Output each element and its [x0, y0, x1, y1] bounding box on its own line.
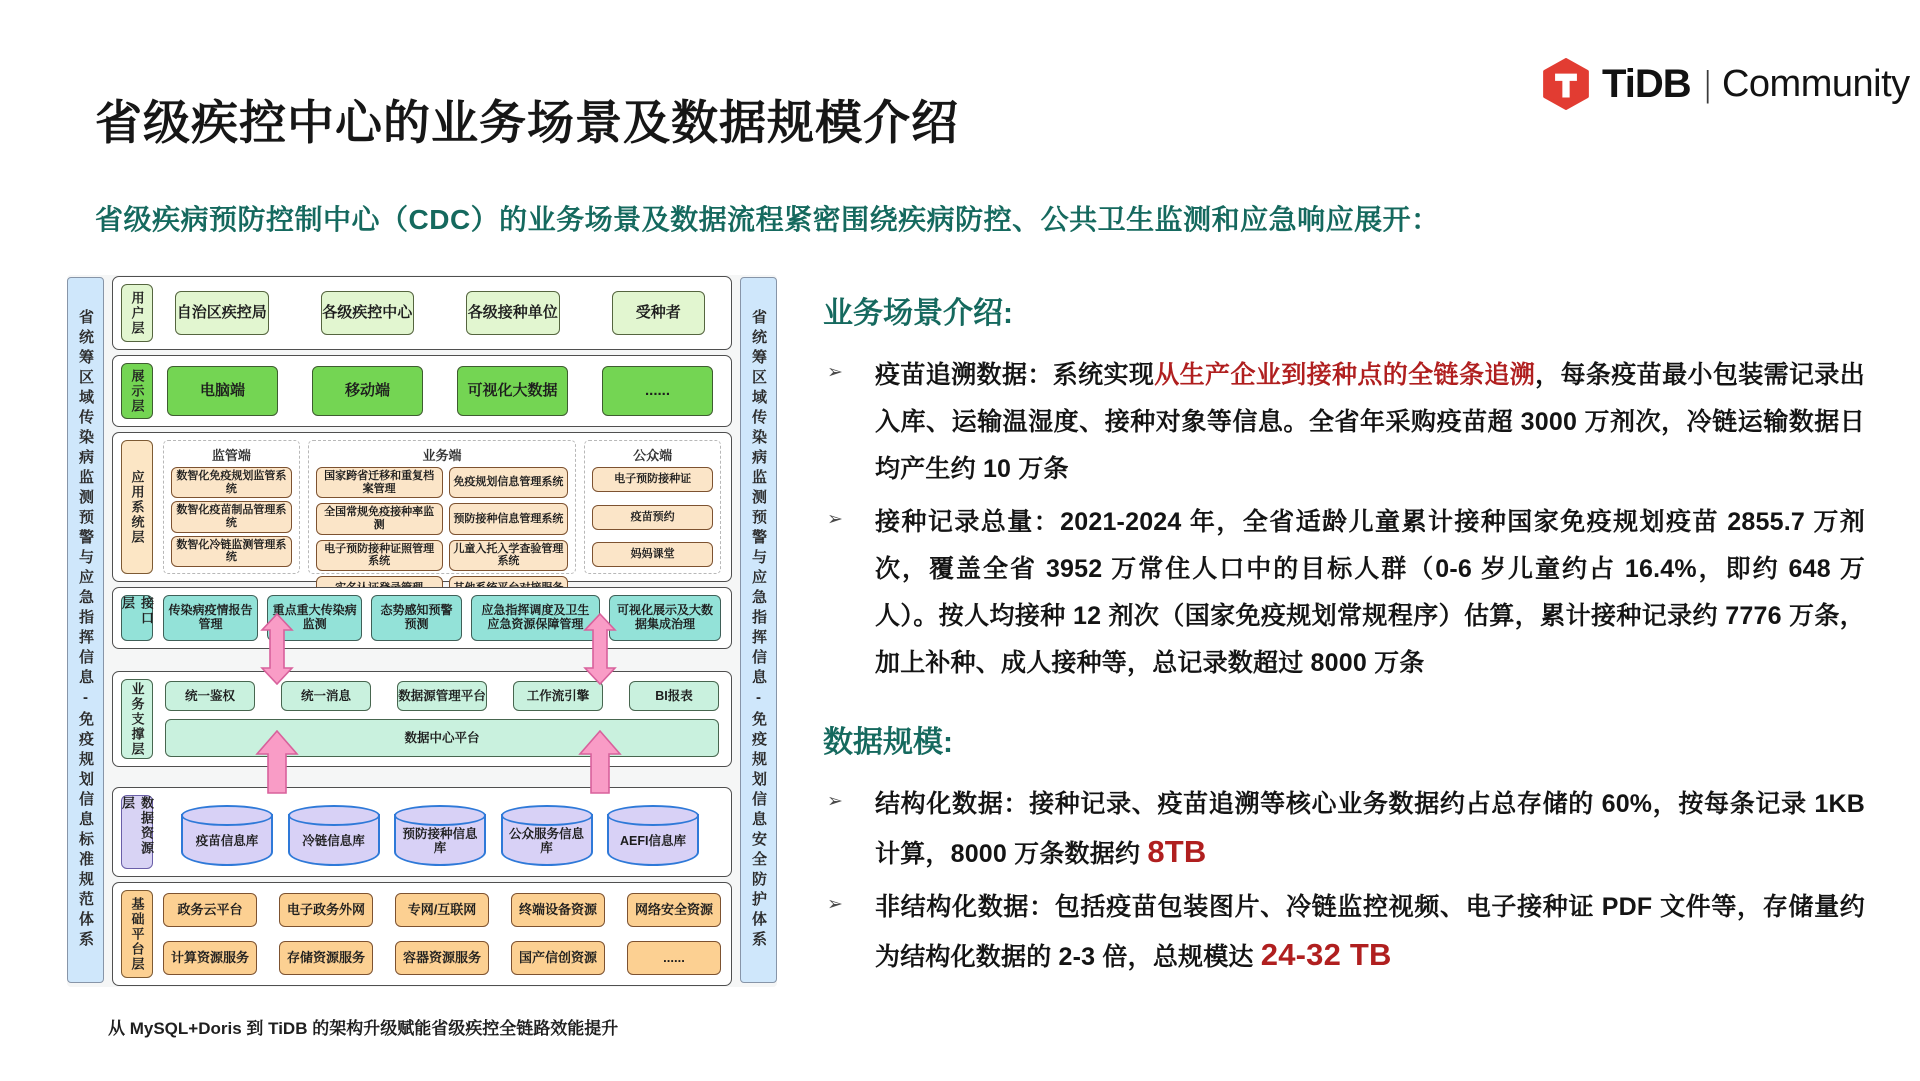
infra-resource-box: 政务云平台: [163, 893, 257, 927]
tidb-community-logo: [1540, 58, 1910, 110]
database-cylinder: [607, 814, 699, 866]
layer-content-support: [163, 679, 721, 759]
layer-app: [112, 432, 732, 582]
interface-box: 态势感知预警预测: [371, 595, 462, 641]
layer-content-user: [163, 284, 721, 342]
section-heading: 数据规模:: [823, 726, 953, 759]
layer-label-infra: [121, 890, 153, 978]
layer-label-text: 业务支撑层: [129, 681, 145, 757]
flow-bidirectional-arrow-icon: [583, 613, 617, 685]
slide-subtitle: 省级疾病预防控制中心（CDC）的业务场景及数据流程紧密围绕疾病防控、公共卫生监测和应急响应展开：: [95, 204, 1440, 235]
app-group: [163, 440, 300, 574]
infra-row: [163, 941, 721, 975]
support-service-box: 数据源管理平台: [397, 681, 487, 711]
support-row: [165, 681, 719, 711]
interface-box: 重点重大传染病监测: [267, 595, 362, 641]
app-system-box: 数智化疫苗制品管理系统: [171, 501, 292, 532]
layer-label-text: 接口层: [120, 596, 154, 626]
bullet-item: [823, 499, 1865, 687]
database-cylinder: [501, 814, 593, 866]
layer-label-text: 用户层: [129, 290, 145, 336]
app-system-box: 数智化免疫规划监管系统: [171, 467, 292, 498]
database-cylinder-label: AEFI信息库: [620, 833, 686, 848]
left-standards-bar-label: 省统筹区域传染病监测预警与应急指挥信息-免疫规划信息标准规范体系: [77, 309, 94, 951]
bullet-text: [875, 499, 1865, 687]
layer-content-display: [163, 363, 721, 419]
app-group: [308, 440, 577, 574]
left-standards-bar: [67, 277, 104, 983]
layer-label-text: 应用系统层: [129, 469, 145, 545]
infra-resource-box: 终端设备资源: [511, 893, 605, 927]
app-system-box: 国家跨省迁移和重复档案管理: [316, 467, 443, 498]
content-sections: [823, 288, 1865, 987]
right-security-bar: [740, 277, 777, 983]
layer-content-data: [163, 795, 721, 869]
interface-box: 应急指挥调度及卫生应急资源保障管理: [471, 595, 600, 641]
bullet-item: [823, 352, 1865, 493]
app-system-box: 免疫规划信息管理系统: [449, 467, 569, 498]
flow-up-arrow-icon: [578, 730, 622, 794]
database-cylinder-label: 公众服务信息库: [508, 826, 584, 855]
layer-support: [112, 671, 732, 767]
infra-row: [163, 893, 721, 927]
app-system-box: 妈妈课堂: [592, 542, 713, 567]
flow-up-arrow-icon: [255, 730, 299, 794]
highlight-text: 8TB: [1147, 834, 1207, 869]
layer-label-interface: [121, 595, 153, 641]
bullet-item: [823, 884, 1865, 981]
user-box: 各级接种单位: [466, 291, 560, 335]
architecture-diagram: [67, 275, 777, 987]
app-system-box: 预防接种信息管理系统: [449, 503, 569, 534]
infra-resource-box: ......: [627, 941, 721, 975]
flow-bidirectional-arrow-icon: [260, 613, 294, 685]
infra-resource-box: 存储资源服务: [279, 941, 373, 975]
infra-resource-box: 计算资源服务: [163, 941, 257, 975]
database-cylinder: [288, 814, 380, 866]
layer-label-data: [121, 795, 153, 869]
bullet-arrow-icon: ➢: [827, 791, 843, 812]
right-security-bar-label: 省统筹区域传染病监测预警与应急指挥信息-免疫规划信息安全防护体系: [750, 309, 767, 951]
infra-resource-box: 国产信创资源: [511, 941, 605, 975]
layer-label-app: [121, 440, 153, 574]
section-heading: 业务场景介绍:: [823, 297, 1013, 330]
support-service-box: 统一鉴权: [165, 681, 255, 711]
display-box: 电脑端: [167, 366, 278, 416]
interface-box: 可视化展示及大数据集成治理: [609, 595, 721, 641]
data-center-platform-box: 数据中心平台: [165, 719, 719, 757]
layer-interface: [112, 587, 732, 649]
body-text: 结构化数据：接种记录、疫苗追溯等核心业务数据约占总存储的 60%，按每条记录 1KB 计算，8000 万条数据约: [875, 790, 1865, 868]
highlight-text: 从生产企业到接种点的全链条追溯: [1154, 361, 1536, 389]
infra-resource-box: 网络安全资源: [627, 893, 721, 927]
infra-resource-box: 容器资源服务: [395, 941, 489, 975]
body-text: 接种记录总量：2021-2024 年，全省适龄儿童累计接种国家免疫规划疫苗 2855.7 万剂次，覆盖全省 3952 万常住人口中的目标人群（0-6 岁儿童约占 16.4%，即约 648 万人）。按人均接种 12 剂次（国家免疫规划常规程序）估算，累计接种记录约 7776 万条，加上补种、成人接种等，总记录数超过 8000 万条: [875, 508, 1865, 677]
database-cylinder: [394, 814, 486, 866]
layer-label-user: [121, 284, 153, 342]
app-group-title: 业务端: [422, 448, 462, 463]
layer-content-app: [163, 440, 721, 574]
bullet-text: [875, 781, 1865, 878]
layer-display: [112, 355, 732, 427]
layer-content-interface: [163, 595, 721, 641]
database-cylinder-label: 预防接种信息库: [402, 826, 478, 855]
app-group-boxes: [316, 467, 569, 601]
database-cylinder-label: 疫苗信息库: [195, 833, 259, 848]
layer-label-support: [121, 679, 153, 759]
bullet-text: [875, 884, 1865, 981]
layer-data: [112, 787, 732, 877]
app-system-box: 电子预防接种证照管理系统: [316, 540, 443, 571]
app-system-box: 儿童入托入学查验管理系统: [449, 540, 569, 571]
database-cylinder: [181, 814, 273, 866]
diagram-caption: 从 MySQL+Doris 到 TiDB 的架构升级赋能省级疾控全链路效能提升: [108, 1019, 619, 1038]
layer-infra: [112, 882, 732, 986]
app-group-boxes: [171, 467, 292, 567]
text-section: [823, 288, 1865, 687]
support-service-box: BI报表: [629, 681, 719, 711]
app-system-box: 全国常规免疫接种率监测: [316, 503, 443, 534]
bullet-arrow-icon: ➢: [827, 362, 843, 383]
body-text: 非结构化数据：包括疫苗包装图片、冷链监控视频、电子接种证 PDF 文件等，存储量约为结构化数据的 2-3 倍，总规模达: [875, 893, 1865, 971]
body-text: ，每条疫苗最小包装需记录出入库、运输温湿度、接种对象等信息。全省年采购疫苗超 3000 万剂次，冷链运输数据日均产生约 10 万条: [875, 361, 1865, 483]
app-system-box: 数智化冷链监测管理系统: [171, 536, 292, 567]
display-box: ......: [602, 366, 713, 416]
logo-brand-text: TiDB: [1602, 61, 1691, 106]
diagram-layers: [112, 276, 732, 986]
highlight-text: 24-32 TB: [1260, 937, 1392, 972]
app-group-boxes: [592, 467, 713, 567]
text-section: [823, 717, 1865, 981]
interface-box: 传染病疫情报告管理: [163, 595, 258, 641]
layer-label-text: 展示层: [129, 368, 145, 414]
app-group: [584, 440, 721, 574]
app-group-title: 监管端: [211, 448, 251, 463]
user-box: 各级疾控中心: [321, 291, 415, 335]
page-title: 省级疾控中心的业务场景及数据规模介绍: [95, 96, 959, 149]
bullet-item: [823, 781, 1865, 878]
layer-label-text: 基础平台层: [129, 896, 145, 972]
layer-user: [112, 276, 732, 350]
layer-label-display: [121, 363, 153, 419]
support-service-box: 统一消息: [281, 681, 371, 711]
bullet-text: [875, 352, 1865, 493]
layer-label-text: 数据资源层: [120, 796, 154, 856]
display-box: 可视化大数据: [457, 366, 568, 416]
body-text: 疫苗追溯数据：系统实现: [875, 361, 1155, 389]
logo-community-text: Community: [1721, 62, 1910, 105]
user-box: 自治区疾控局: [175, 291, 269, 335]
infra-resource-box: 专网/互联网: [395, 893, 489, 927]
support-service-box: 工作流引擎: [513, 681, 603, 711]
app-group-title: 公众端: [633, 448, 673, 463]
tidb-logo-icon: [1540, 58, 1592, 110]
bullet-arrow-icon: ➢: [827, 509, 843, 530]
app-system-box: 疫苗预约: [592, 505, 713, 530]
infra-resource-box: 电子政务外网: [279, 893, 373, 927]
app-system-box: 电子预防接种证: [592, 467, 713, 492]
logo-divider: |: [1704, 63, 1711, 104]
database-cylinder-label: 冷链信息库: [302, 833, 365, 848]
display-box: 移动端: [312, 366, 423, 416]
bullet-arrow-icon: ➢: [827, 894, 843, 915]
layer-content-infra: [163, 890, 721, 978]
user-box: 受种者: [612, 291, 706, 335]
